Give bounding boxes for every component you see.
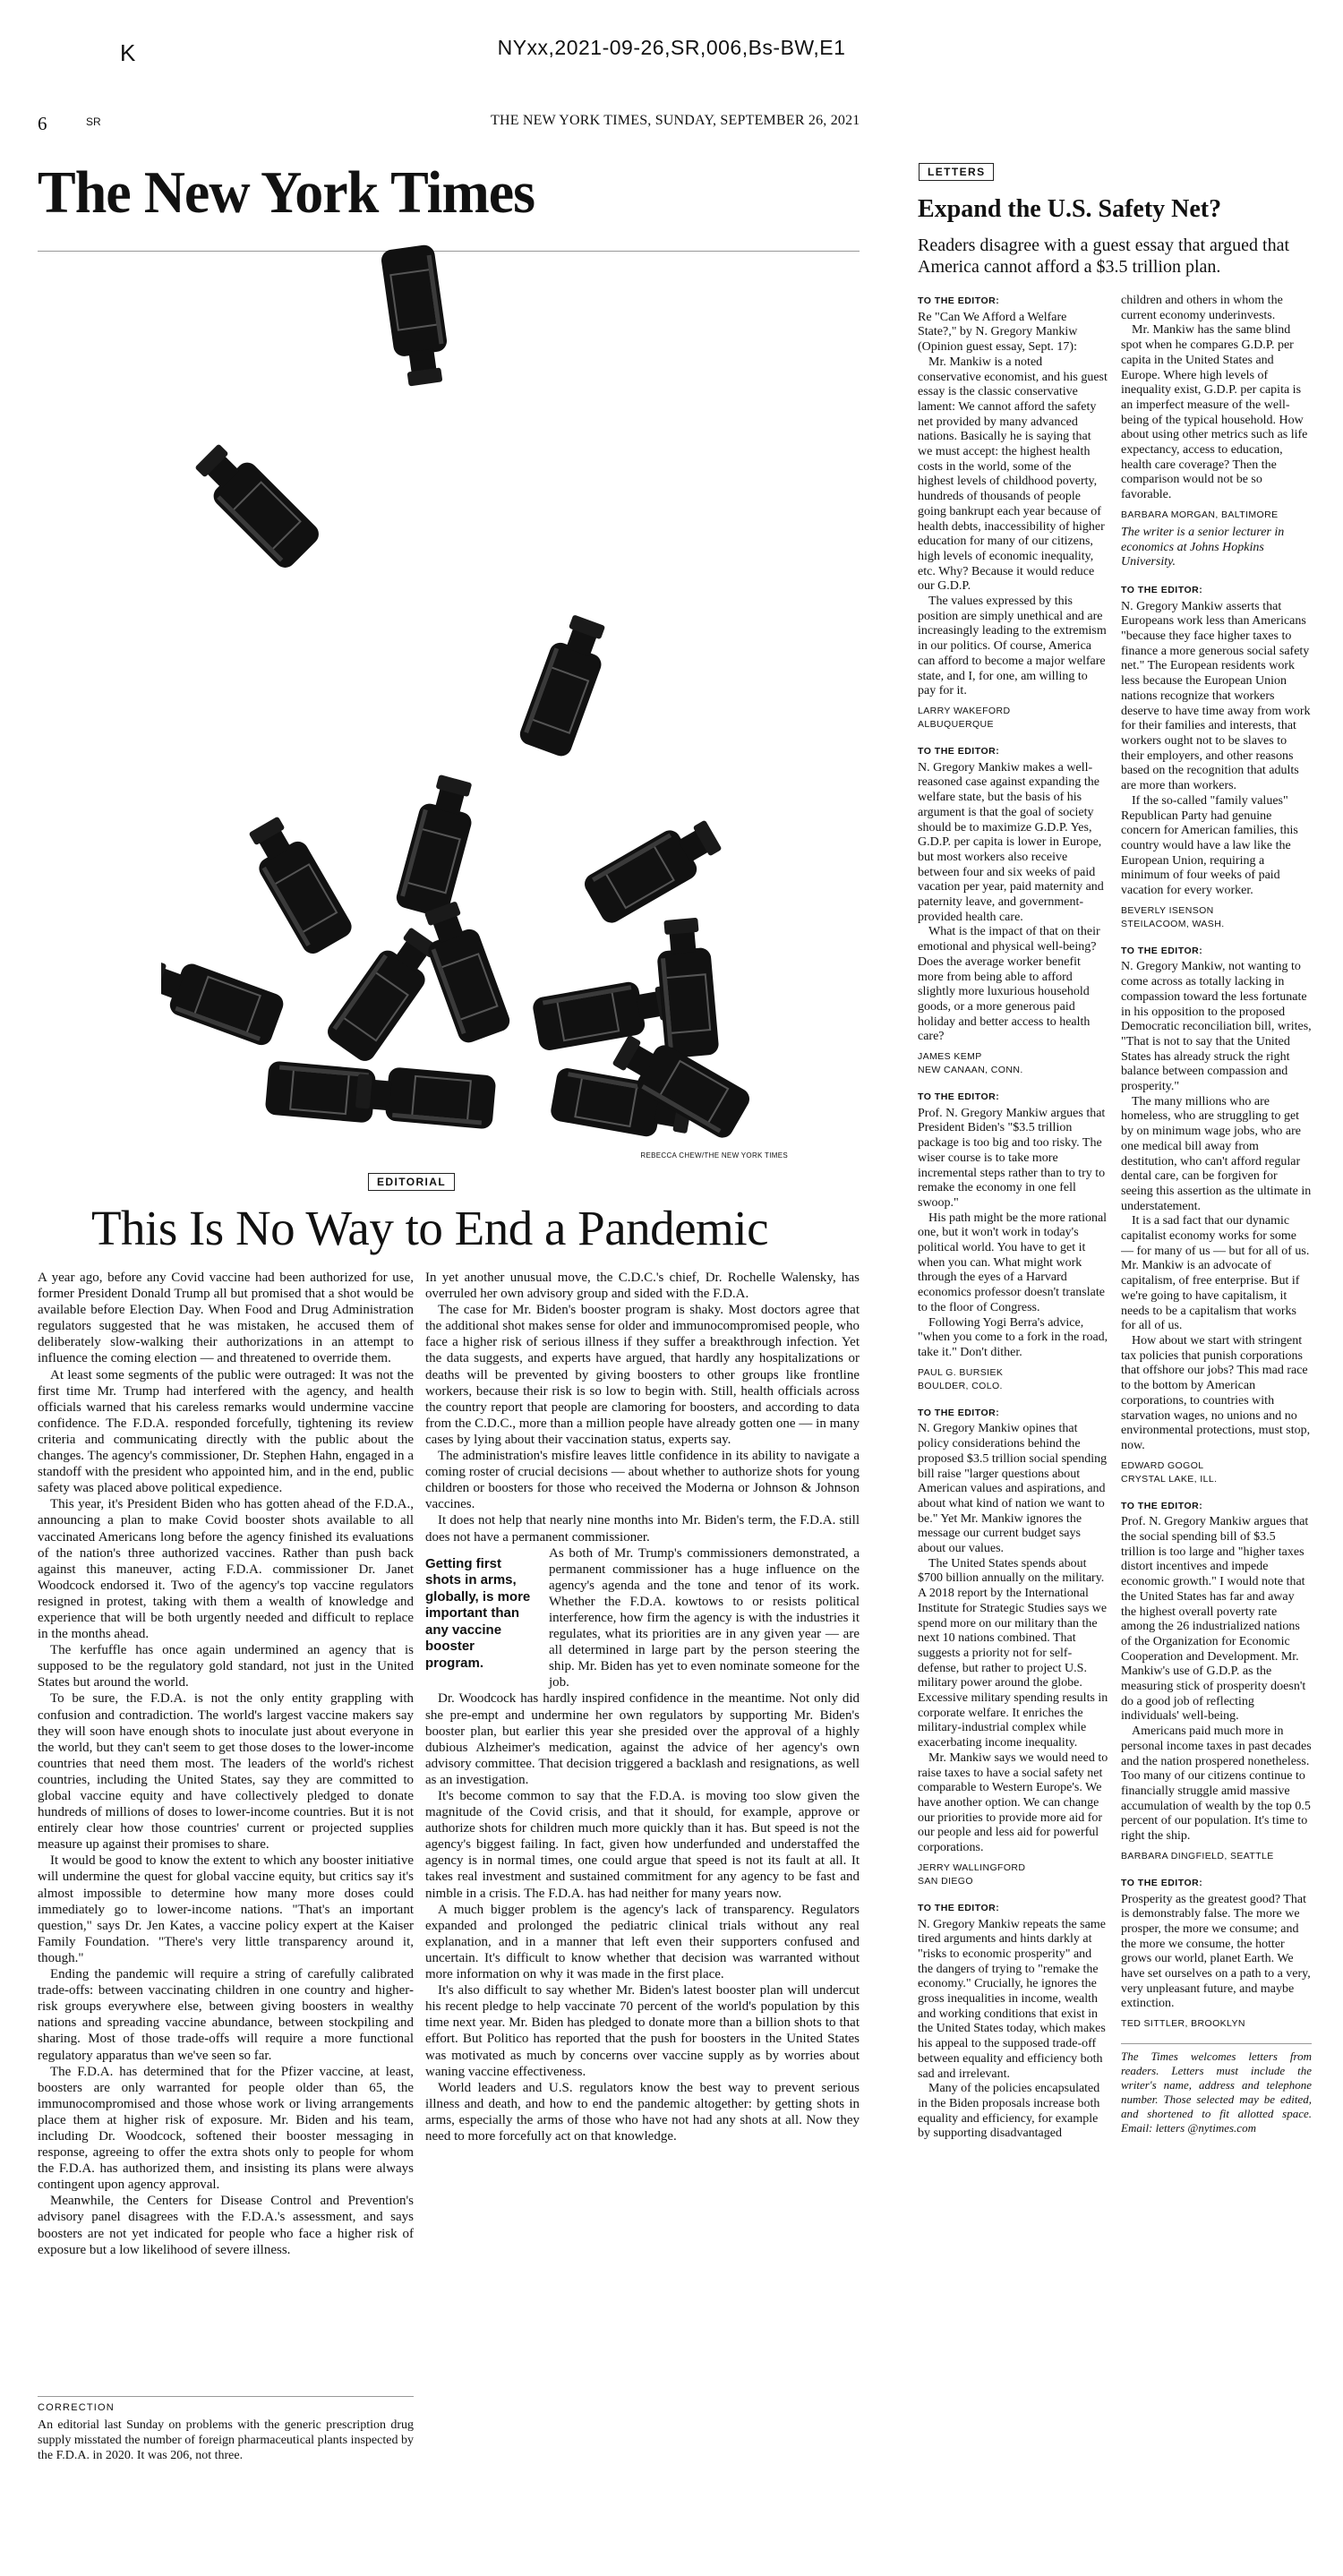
letter-signature [1121, 904, 1312, 931]
letter [918, 1406, 1108, 1888]
to-the-editor-label: TO THE EDITOR: [1121, 945, 1203, 956]
vial-3 [517, 611, 614, 758]
letter [918, 1090, 1108, 1393]
letter-paragraph: Mr. Mankiw says we would need to raise taxes to have a social safety net comparable to Western Europe's. We have another option. We can change our priorities to provide more aid for our people and less aid for powerful corporations. [918, 1750, 1108, 1855]
to-the-editor-label: TO THE EDITOR: [1121, 1877, 1203, 1888]
to-the-editor-label: TO THE EDITOR: [918, 1407, 1000, 1418]
signature-line: STEILACOOM, WASH. [1121, 918, 1225, 929]
pull-quote: Getting first shots in arms, globally, is more important than any vaccine booster program. [425, 1555, 531, 1671]
editorial-paragraph: It's also difficult to say whether Mr. Biden's latest booster plan will undercut his recent pledge to help vaccinate 70 percent of the world's population by this time next year. Mr. Biden has pledged to donate more than a billion shots to that effort. But Politico has reported that the push for boosters in the United States was motivated as much by concerns over vaccine supply as by worries about waning vaccine effectiveness. [425, 1983, 860, 2079]
letter [918, 1901, 1108, 2142]
signature-line: CRYSTAL LAKE, ILL. [1121, 1473, 1218, 1485]
letters-column-2 [1121, 294, 1312, 2568]
signature-line: BARBARA DINGFIELD, SEATTLE [1121, 1850, 1274, 1861]
signature-line: ALBUQUERQUE [918, 718, 994, 730]
editorial-column-2 [425, 1270, 860, 2389]
to-the-editor-label: TO THE EDITOR: [1121, 1500, 1203, 1511]
art-credit: REBECCA CHEW/THE NEW YORK TIMES [640, 1151, 788, 1160]
letter [1121, 1499, 1312, 1863]
letter [1121, 294, 1312, 570]
editorial-paragraph: As both of Mr. Trump's commissioners demonstrated, a permanent commissioner has a huge influence on the agency's agenda and the tone and tenor of its work. Whether the F.D.A. kowtows to or resists political interference, how firm the agency is with the industries it regulates, what its priorities are in any given year — are all determined in large part by the person steering the ship. Mr. Biden has yet to even nominate someone for the job. [549, 1545, 860, 1690]
editorial-paragraph: At least some segments of the public were outraged: It was not the first time Mr. Trump had interfered with the agency, and health officials warned that his careless remarks would undermine vaccine confidence. The F.D.A. responded forcefully, tightening its review criteria and communicating directly with the public about the changes. The agency's commissioner, Dr. Stephen Hahn, engaged in a standoff with the president who appointed him, and in the end, public safety was placed above political expedience. [38, 1367, 414, 1496]
editorial-paragraph: It's become common to say that the F.D.A. is moving too slow given the magnitude of the Covid crisis, and that it should, for example, approve or authorize shots for children much more quickly than it has. But speed is not the agency's biggest failing. In fact, given how underfunded and understaffed the agency is in normal times, one could argue that speed is not its fault at all. It takes real investment and sustained commitment for any agency to be fast and nimble in a crisis. The F.D.A. has had neither for many years now. [425, 1789, 860, 1901]
letter-paragraph: N. Gregory Mankiw asserts that Europeans work less than Americans "because they face higher taxes to finance a more generous social safety net." The European residents work less because the European Union nations recognize that workers deserve to have time away from work for their families and interests, that workers ought not to be slaves to their employers, and other reasons based on the recognition that adults are more than workers. [1121, 599, 1311, 793]
letter-paragraph: Mr. Mankiw is a noted conservative economist, and his guest essay is the classic conservative lament: We cannot afford the safety net provided by many advanced nations. Basically he is saying that we must accept: the highest health costs in the world, some of the highest levels of childhood poverty, hundreds of thousands of people going bankrupt each year because of health debts, inaccessibility of higher education for many of our citizens, high levels of economic inequality, etc. Why? Because it would reduce our G.D.P. [918, 355, 1108, 594]
footer-rule [1121, 2043, 1312, 2044]
editorial-paragraph: Ending the pandemic will require a string of carefully calibrated trade-offs: between vaccinating children in one country and higher-risk groups everywhere else, between giving boosters in wealthy nations and spreading vaccine abundance, between stockpiling and sharing. Most of those trade-offs will require a more functional regulatory apparatus than we've seen so far. [38, 1967, 414, 2063]
signature-line: JAMES KEMP [918, 1051, 982, 1063]
dateline: THE NEW YORK TIMES, SUNDAY, SEPTEMBER 26, 2021 [491, 113, 860, 128]
to-the-editor-label: TO THE EDITOR: [918, 295, 1000, 306]
letter-paragraph: The United States spends about $700 billion annually on the military. A 2018 report by the International Institute for Strategic Studies says we spend more on our military than the next 10 nations combined. That suggests a priority not for self-defense, but rather to project U.S. military power around the globe. Excessive military spending results in corporate welfare. It enriches the military-industrial complex while exacerbating income inequality. [918, 1556, 1108, 1750]
letter [1121, 1876, 1312, 2031]
letter-paragraph: N. Gregory Mankiw, not wanting to come across as totally lacking in compassion toward the less fortunate in his opposition to the proposed Democratic reconciliation bill, writes, "That is not to say that the United States has already struck the right balance between compassion and prosperity." [1121, 960, 1312, 1094]
signature-line: PAUL G. BURSIEK [918, 1366, 1004, 1378]
letter-paragraph: The values expressed by this position are simply unethical and are increasingly leading to the extremism in our politics. Of course, America can afford to become a major welfare state, and I, for one, am willing to pay for it. [918, 595, 1107, 698]
signature-line: TED SITTLER, BROOKLYN [1121, 2018, 1245, 2030]
masthead: The New York Times [38, 158, 535, 226]
vial-1 [380, 244, 452, 388]
letter-signature [1121, 2017, 1312, 2031]
to-the-editor-label: TO THE EDITOR: [918, 745, 1000, 757]
letter-paragraph: children and others in whom the current economy underinvests. [1121, 294, 1283, 322]
to-the-editor-label: TO THE EDITOR: [918, 1902, 1000, 1913]
vaccine-vials-illustration [161, 231, 788, 1153]
letter-paragraph: Re "Can We Afford a Welfare State?," by N. Gregory Mankiw (Opinion guest essay, Sept. 17): [918, 310, 1078, 355]
editorial-label: EDITORIAL [368, 1173, 455, 1191]
letter-signature [1121, 509, 1312, 522]
letter-paragraph: N. Gregory Mankiw repeats the same tired arguments and hints darkly at "risks to economic prosperity" and the dangers of trying to "remake the economy." Crucially, he ignores the gross inequalities in income, wealth and working conditions that exist in the United States today, which makes his appeal to the supposed trade-off between equality and efficiency both sad and irrelevant. [918, 1917, 1106, 2081]
signature-line: BARBARA MORGAN, BALTIMORE [1121, 509, 1279, 520]
letter-paragraph: His path might be the more rational one, but it won't work in today's political world. You have to get it when you can. What might work through the eyes of a Harvard economics professor doesn't translate to the floor of Congress. [918, 1211, 1108, 1314]
letter-paragraph: N. Gregory Mankiw opines that policy considerations behind the proposed $3.5 trillion social spending bill raise "larger questions about American values and aspirations, and about what kind of nation we want to be." Yet Mr. Mankiw ignores the message our current budget says about our values. [918, 1422, 1108, 1556]
letter-paragraph: If the so-called "family values" Republican Party had genuine concern for American families, this country would have a law like the European Union, requiring a minimum of four weeks of paid vacation for every worker. [1121, 793, 1298, 898]
letter-signature [1121, 1459, 1312, 1486]
editorial-paragraph: It does not help that nearly nine months into Mr. Biden's term, the F.D.A. still does not have a permanent commissioner. [425, 1513, 860, 1545]
editorial-paragraph: World leaders and U.S. regulators know the best way to prevent serious illness and death, and how to end the pandemic altogether: by getting shots in arms, especially the arms of those who have not had any shots at all. Now they need to more forcefully act on that knowledge. [425, 2080, 860, 2144]
page-slug: NYxx,2021-09-26,SR,006,Bs-BW,E1 [497, 36, 846, 59]
editorial-paragraph: In yet another unusual move, the C.D.C.'s chief, Dr. Rochelle Walensky, has overruled her own advisory group and sided with the F.D.A. [425, 1271, 860, 1302]
signature-line: SAN DIEGO [918, 1875, 973, 1887]
page-number: 6 [38, 113, 47, 134]
letter-paragraph: Following Yogi Berra's advice, "when you come to a fork in the road, take it." Don't dither. [918, 1315, 1108, 1359]
signature-line: LARRY WAKEFORD [918, 705, 1011, 716]
to-the-editor-label: TO THE EDITOR: [1121, 584, 1203, 595]
correction-label: CORRECTION [38, 2402, 115, 2413]
writer-bio: The writer is a senior lecturer in economics at Johns Hopkins University. [1121, 525, 1285, 569]
corner-mark: K [120, 39, 136, 66]
letter [1121, 944, 1312, 1486]
letter-paragraph: Prof. N. Gregory Mankiw argues that President Biden's "$3.5 trillion package is too big and too risky. The wiser course is to take more incremental steps rather than to try to remake the economy in one fell swoop." [918, 1106, 1106, 1210]
letter-paragraph: Americans paid much more in personal income taxes in past decades and the nation prospered nonetheless. Too many of our citizens continue to financially struggle amid massive accumulation of wealth by the top 0.5 percent of our population. It's time to right the ship. [1121, 1724, 1312, 1844]
correction-rule [38, 2396, 414, 2397]
editorial-paragraph: The kerfuffle has once again undermined an agency that is supposed to be the regulatory gold standard, not just in the United States but around the world. [38, 1643, 414, 1690]
signature-line: BEVERLY ISENSON [1121, 904, 1214, 916]
editorial-paragraph: It would be good to know the extent to which any booster initiative will undermine the quest for global vaccine equity, but critics say it's almost impossible to determine how many more doses could immediately go to lower-income nations. "That's an important question," says Dr. Jen Kates, a vaccine policy expert at the Kaiser Family Foundation. "There's very little transparency around it, though." [38, 1853, 414, 1965]
letter-signature [918, 1050, 1108, 1077]
letter-paragraph: Mr. Mankiw has the same blind spot when he compares G.D.P. per capita in the United States and Europe. Where high levels of inequality exist, G.D.P. per capita is an imperfect measure of the well-being of the typical household. How about using other metrics such as life expectancy, access to education, health care coverage? Then the comparison would not be so favorable. [1121, 323, 1308, 502]
letter-signature [918, 1861, 1108, 1888]
editorial-paragraph: This year, it's President Biden who has gotten ahead of the F.D.A., announcing a plan to make Covid booster shots available to all vaccinated Americans long before the agency finished its evaluations of the nation's three authorized vaccines. Rather than push back against this maneuver, acting F.D.A. commissioner Dr. Janet Woodcock endorsed it. Two of the agency's top vaccine regulators resigned in protest, taking with them a wealth of knowledge and experience that will be both urgently needed and difficult to replace in the months ahead. [38, 1497, 414, 1642]
signature-line: NEW CANAAN, CONN. [918, 1065, 1023, 1076]
to-the-editor-label: TO THE EDITOR: [918, 1091, 1000, 1103]
vial-2 [188, 437, 323, 572]
letter [918, 744, 1108, 1077]
letter-paragraph: Many of the policies encapsulated in the Biden proposals increase both equality and efficiency, for example by supporting disadvantaged [918, 2082, 1100, 2141]
letter-paragraph: Prosperity as the greatest good? That is demonstrably false. The more we prosper, the more we consume; and the more we consume, the hotter grows our world, planet Earth. We have set ourselves on a path to a very, very unpleasant future, and maybe extinction. [1121, 1892, 1311, 2011]
vial-pile [161, 772, 753, 1143]
editorial-paragraph: A year ago, before any Covid vaccine had been authorized for use, former President Donald Trump all but promised that a shot would be available before Election Day. When Food and Drug Administration regulators suggested that he was mistaken, he accused them of deliberately slow-walking their authorizations in an attempt to influence the coming election — and threatened to override them. [38, 1271, 414, 1366]
letter-paragraph: What is the impact of that on their emotional and physical well-being? Does the average worker benefit more from being able to afford slightly more luxurious household goods, or a more generous paid holiday and better access to health care? [918, 925, 1100, 1044]
signature-line: EDWARD GOGOL [1121, 1459, 1204, 1471]
editorial-headline: This Is No Way to End a Pandemic [90, 1201, 769, 1255]
editorial-paragraph: The F.D.A. has determined that for the Pfizer vaccine, at least, boosters are only warranted for people older than 65, the immunocompromised and those whose work or living arrangements place them at higher risk of exposure. Mr. Biden and his team, including Dr. Woodcock, softened their booster messaging in response, agreeing to offer the extra shots only to people for whom the F.D.A. has authorized them, and insisting its plans were always contingent upon agency approval. [38, 2064, 414, 2193]
letter [918, 294, 1108, 732]
letter-paragraph: How about we start with stringent tax policies that punish corporations that offshore our jobs? This mad race to the bottom by American corporations, to countries with starvation wages, no unions and no environmental protections, must stop, now. [1121, 1334, 1311, 1452]
letter-signature [1121, 1850, 1312, 1863]
signature-line: JERRY WALLINGFORD [918, 1861, 1026, 1873]
signature-line: BOULDER, COLO. [918, 1380, 1003, 1391]
letters-submission-note: The Times welcomes letters from readers. Letters must include the writer's name, address and telephone number. Those selected may be edited, and shortened to fit allotted space. Email: letters @nytimes.com [1121, 2050, 1312, 2135]
letters-deck: Readers disagree with a guest essay that argued that America cannot afford a $3.5 trillion plan. [918, 235, 1290, 277]
editorial-column-1 [38, 1270, 414, 2389]
letter-paragraph: N. Gregory Mankiw makes a well-reasoned case against expanding the welfare state, but the basis of his argument is that the goal of society should be to maximize G.D.P. Yes, G.D.P. per capita is lower in Europe, but most workers also receive between four and six weeks of paid vacation per year, paid maternity and paternity leave, and government-provided health care. [918, 760, 1104, 924]
editorial-paragraph: The case for Mr. Biden's booster program is shaky. Most doctors agree that the additional shot makes sense for older and immunocompromised people, who face a higher risk of serious illness if they suffer a breakthrough infection. Yet the data suggests, and experts have argued, that hardly any hospitalizations or deaths will be prevented by giving boosters to other groups like frontline workers, because their risk is so low to begin with. Still, health officials across the country report that people are clamoring for boosters, and according to data from the C.D.C., more than a million people have already gotten one — in many cases by lying about their vaccination status, experts say. [425, 1303, 860, 1447]
editorial-paragraph: Dr. Woodcock has hardly inspired confidence in the meantime. Not only did she pre-empt and undermine her own regulators by supporting Mr. Biden's booster plan, but earlier this year she presided over the approval of a highly dubious Alzheimer's medication, against the advice of her agency's own advisory committee. That decision triggered a backlash and resignations, as well as an investigation. [425, 1691, 860, 1787]
editorial-paragraph: To be sure, the F.D.A. is not the only entity grappling with confusion and contradiction. The world's largest vaccine makers say they will soon have enough shots to inoculate just about everyone in the world, but they can't seem to get those doses to the lower-income countries that need them most. The leaders of the world's richest countries, including the United States, say they are committed to global vaccine equity and have collectively pledged to donate hundreds of millions of doses to lower-income countries. But it is not entirely clear how those countries' current or projected supplies measure up against their promises to share. [38, 1691, 414, 1853]
letter-paragraph: It is a sad fact that our dynamic capitalist economy works for some — for many of us — but for all of us. Mr. Mankiw is an advocate of capitalism, of free enterprise. But if we're going to have capitalism, it needs to be a capitalism that works for all of us. [1121, 1214, 1310, 1333]
editorial-paragraph: Meanwhile, the Centers for Disease Control and Prevention's advisory panel disagrees with the F.D.A.'s assessment, and says boosters are not yet indicated for people who face a higher risk of exposure but a low likelihood of severe illness. [38, 2194, 414, 2257]
editorial-paragraph: A much bigger problem is the agency's lack of transparency. Regulators expanded and prolonged the pediatric clinical trials without any real explanation, and in a manner that left even their supporters confused and uncertain. It's difficult to know whether that decision was warranted without more information on why it was made in the first place. [425, 1902, 860, 1982]
letter [1121, 583, 1312, 931]
letters-column-1 [918, 294, 1108, 2568]
editorial-paragraph: The administration's misfire leaves little confidence in its ability to navigate a coming roster of crucial decisions — about whether to authorize shots for young children or boosters for those who received the Moderna or Johnson & Johnson vaccines. [425, 1449, 860, 1512]
letters-label: LETTERS [919, 163, 994, 181]
section-code: SR [86, 116, 101, 128]
letters-headline: Expand the U.S. Safety Net? [918, 195, 1222, 223]
letter-paragraph: The many millions who are homeless, who are struggling to get by on minimum wage jobs, who are one medical bill away from destitution, who can't afford regular dental care, can be forgiven for seeing this assertion as the ultimate in understatement. [1121, 1094, 1312, 1213]
correction-text: An editorial last Sunday on problems with the generic prescription drug supply misstated the number of foreign pharmaceutical plants inspected by the F.D.A. in 2020. It was 206, not three. [38, 2418, 414, 2462]
letter-signature [918, 1366, 1108, 1393]
letter-signature [918, 705, 1108, 732]
letter-paragraph: Prof. N. Gregory Mankiw argues that the social spending bill of $3.5 trillion is too large and "higher taxes distort incentives and impede economic growth." I would note that the United States has far and away the highest overall poverty rate among the 26 industrialized nations of the Organization for Economic Cooperation and Development. Mr. Mankiw's use of G.D.P. as the measuring stick of prosperity doesn't do a good job of reflecting individuals' well-being. [1121, 1515, 1309, 1724]
